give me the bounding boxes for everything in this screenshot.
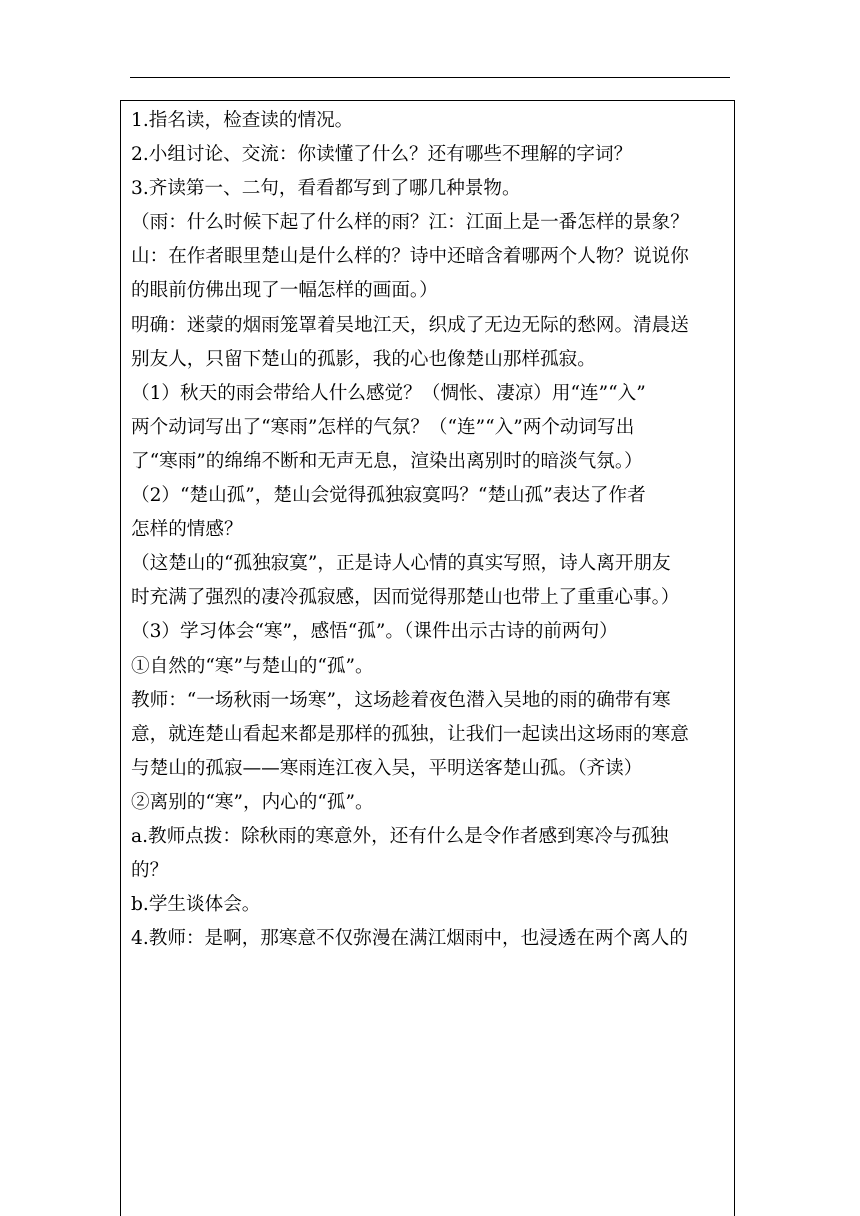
text-line-6: 的眼前仿佛出现了一幅怎样的画面。） [131,280,438,302]
text-line-13: 怎样的情感？ [131,519,243,541]
text-line-4: （雨：什么时候下起了什么样的雨？江：江面上是一番怎样的景象？ [131,212,689,234]
text-line-25: 4.教师：是啊，那寒意不仅弥漫在满江烟雨中，也浸透在两个离人的 [131,928,688,950]
text-line-20: 与楚山的孤寂——寒雨连江夜入吴，平明送客楚山孤。（齐读） [131,757,643,779]
text-line-12: （2）“楚山孤”，楚山会觉得孤独寂寞吗？“楚山孤”表达了作者 [131,485,646,507]
text-line-18: 教师：“一场秋雨一场寒”，这场趁着夜色潜入吴地的雨的确带有寒 [131,689,671,711]
text-line-5: 山：在作者眼里楚山是什么样的？诗中还暗含着哪两个人物？说说你 [131,246,689,268]
text-line-9: （1）秋天的雨会带给人什么感觉？（惆怅、凄凉）用“连”“入” [131,382,646,404]
text-line-23: 的？ [131,860,169,882]
header-rule [130,77,730,78]
text-line-14: （这楚山的“孤独寂寞”，正是诗人心情的真实写照，诗人离开朋友 [131,553,671,575]
text-line-2: 2.小组讨论、交流：你读懂了什么？还有哪些不理解的字词？ [131,144,633,166]
text-line-16: （3）学习体会“寒”，感悟“孤”。（课件出示古诗的前两句） [131,621,618,643]
text-line-15: 时充满了强烈的凄冷孤寂感，因而觉得那楚山也带上了重重心事。） [131,587,680,609]
text-line-17: ①自然的“寒”与楚山的“孤”。 [131,655,374,677]
text-line-24: b.学生谈体会。 [131,894,261,916]
text-line-7: 明确：迷蒙的烟雨笼罩着吴地江天，织成了无边无际的愁网。清晨送 [131,314,689,336]
lesson-text [131,104,733,956]
text-line-21: ②离别的“寒”，内心的“孤”。 [131,791,374,813]
text-line-11: 了“寒雨”的绵绵不断和无声无息，渲染出离别时的暗淡气氛。） [131,450,643,472]
text-line-1: 1.指名读，检查读的情况。 [131,110,354,131]
text-line-19: 意，就连楚山看起来都是那样的孤独，让我们一起读出这场雨的寒意 [131,723,689,745]
text-line-10: 两个动词写出了“寒雨”怎样的气氛？（“连”“入”两个动词写出 [131,416,635,438]
text-line-8: 别友人，只留下楚山的孤影，我的心也像楚山那样孤寂。 [131,348,596,370]
text-line-22: a.教师点拨：除秋雨的寒意外，还有什么是令作者感到寒冷与孤独 [131,825,669,847]
text-line-3: 3.齐读第一、二句，看看都写到了哪几种景物。 [131,178,521,200]
